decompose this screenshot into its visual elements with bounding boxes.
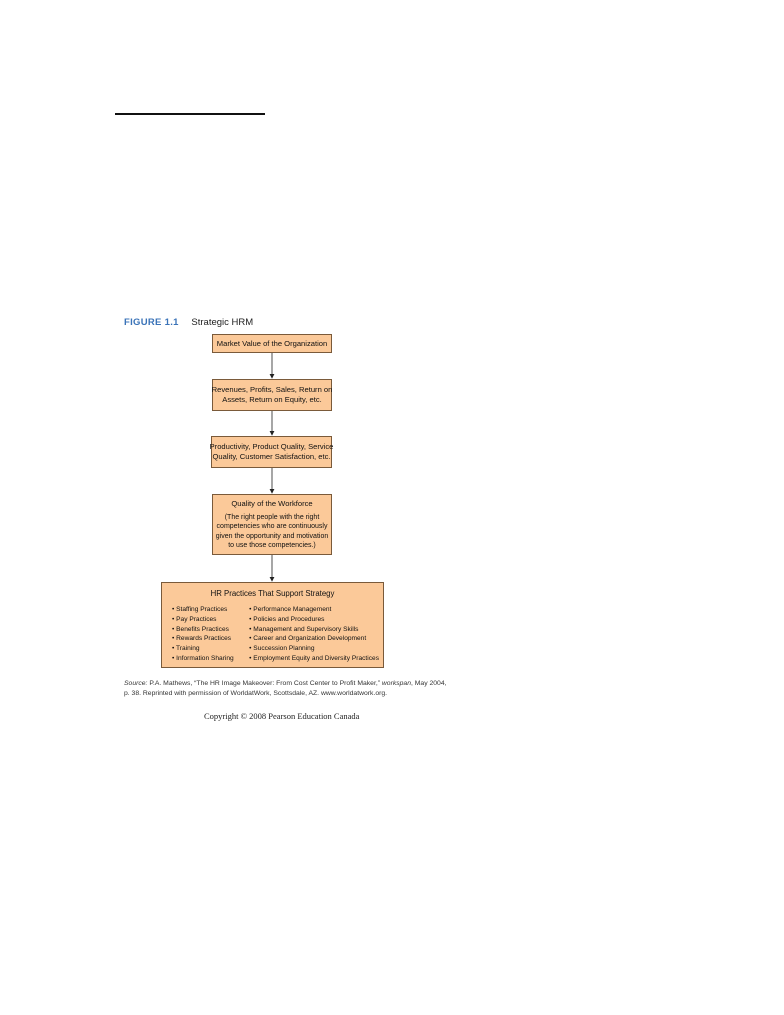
figure-title: Strategic HRM: [191, 317, 254, 328]
practices-columns: [166, 605, 379, 664]
copyright-notice: Copyright © 2008 Pearson Education Canada: [204, 711, 360, 721]
box-title: Quality of the Workforce: [231, 498, 313, 508]
source-note: [124, 679, 447, 699]
box-text: Market Value of the Organization: [216, 338, 328, 348]
box-text: Assets, Return on Equity, etc.: [222, 395, 322, 404]
box-workforce: [212, 494, 332, 555]
box-text: Revenues, Profits, Sales, Return on: [211, 385, 333, 394]
box-text: Quality, Customer Satisfaction, etc.: [212, 452, 331, 461]
box-hr-practices: [161, 582, 384, 668]
box-note: to use those competencies.): [228, 541, 316, 549]
source-text: , May 2004,: [410, 680, 447, 687]
practices-right-column: [249, 605, 379, 664]
box-productivity: [211, 436, 332, 468]
list-item: • Management and Supervisory Skills: [249, 625, 359, 633]
source-line-1: [124, 679, 447, 689]
box-market-value: [212, 334, 332, 353]
list-item: • Staffing Practices: [172, 606, 228, 613]
box-text: Productivity, Product Quality, Service: [209, 442, 334, 451]
list-item: • Performance Management: [249, 606, 332, 613]
practices-left-column: [172, 605, 249, 664]
source-text: P.A. Mathews, “The HR Image Makeover: From Cost Center to Profit Maker,”: [147, 680, 382, 687]
source-journal: workspan: [381, 680, 411, 687]
list-item: • Pay Practices: [172, 615, 217, 623]
list-item: • Policies and Procedures: [249, 615, 325, 623]
box-title: HR Practices That Support Strategy: [210, 589, 335, 598]
box-note: competencies who are continuously: [216, 523, 328, 531]
list-item: • Rewards Practices: [172, 635, 232, 643]
source-label: Source:: [124, 680, 148, 687]
list-item: • Training: [172, 645, 200, 653]
figure-label: FIGURE 1.1: [124, 317, 179, 328]
list-item: • Succession Planning: [249, 645, 315, 653]
list-item: • Career and Organization Development: [249, 635, 367, 643]
box-revenues: [212, 379, 332, 411]
source-line-2: p. 38. Reprinted with permission of WorldatWork, Scottsdale, AZ. www.worldatwork.org.: [124, 690, 388, 697]
list-item: • Benefits Practices: [172, 625, 229, 633]
box-note: (The right people with the right: [224, 513, 320, 521]
list-item: • Employment Equity and Diversity Practices: [249, 654, 379, 662]
box-note: given the opportunity and motivation: [215, 532, 329, 540]
list-item: • Information Sharing: [172, 654, 234, 662]
